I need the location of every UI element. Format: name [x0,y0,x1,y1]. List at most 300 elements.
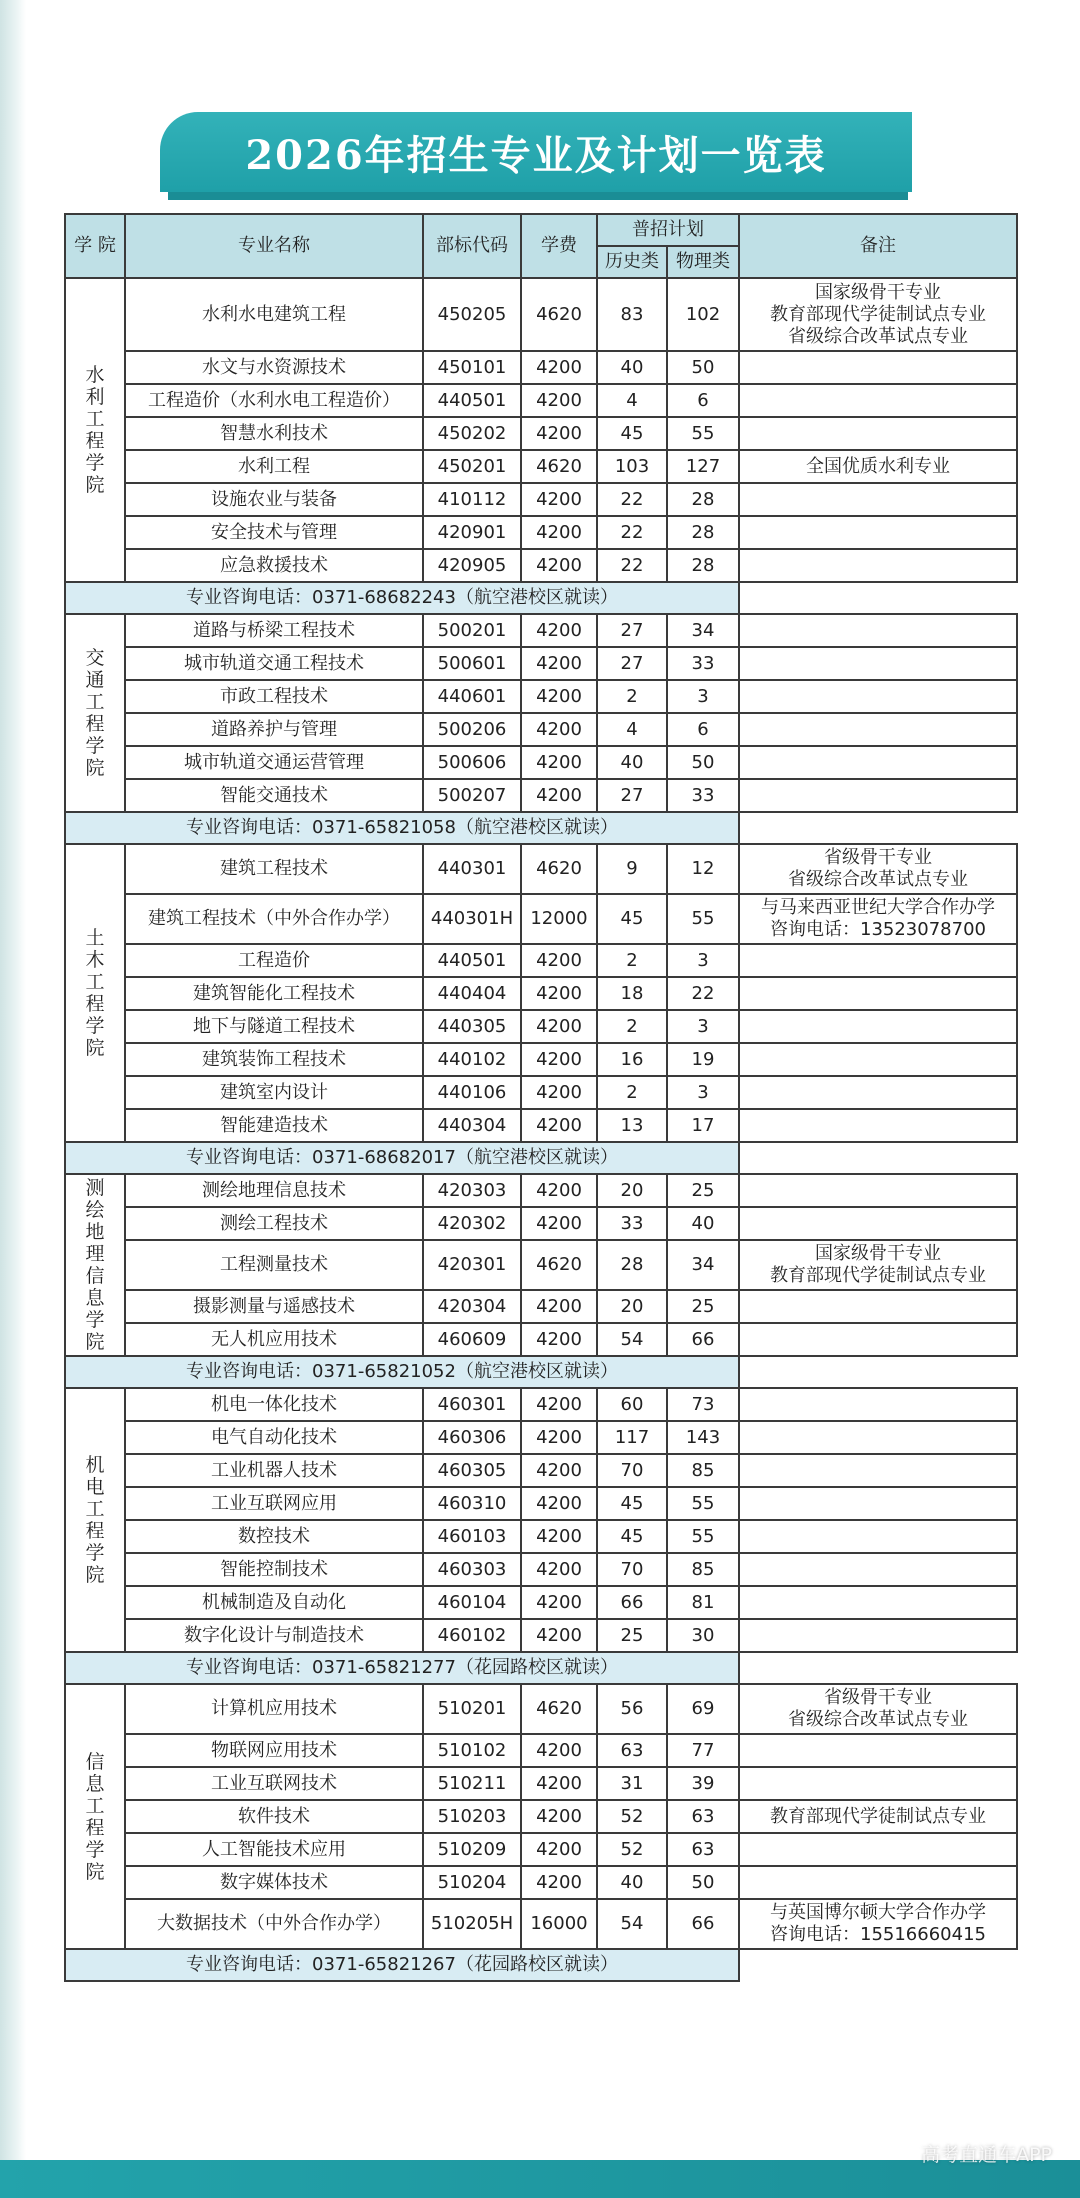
college-name-cell [65,1684,125,1949]
table-row [65,647,1017,680]
remark-line: 国家级骨干专业 [815,1243,941,1264]
tuition-fee-cell: 4200 [521,680,597,713]
tuition-fee-cell: 4200 [521,1421,597,1454]
remark-cell [739,516,1017,549]
tuition-fee-cell: 4200 [521,1800,597,1833]
major-name-cell: 地下与隧道工程技术 [125,1010,423,1043]
physics-plan-cell: 63 [667,1833,739,1866]
table-row [65,1043,1017,1076]
table-row [65,1520,1017,1553]
remark-cell [739,977,1017,1010]
major-code-cell: 500206 [423,713,521,746]
history-plan-cell: 2 [597,944,667,977]
major-code-cell: 440106 [423,1076,521,1109]
history-plan-cell: 20 [597,1174,667,1207]
college-name: 交通工程学院 [85,647,105,779]
history-plan-cell: 27 [597,614,667,647]
history-plan-cell: 25 [597,1619,667,1652]
remark-cell [739,351,1017,384]
college-name: 信息工程学院 [85,1750,105,1883]
history-plan-cell: 31 [597,1767,667,1800]
major-code-cell: 440501 [423,944,521,977]
major-code-cell: 440404 [423,977,521,1010]
major-name-cell: 工程造价（水利水电工程造价） [125,384,423,417]
major-name-cell: 安全技术与管理 [125,516,423,549]
major-code-cell: 500207 [423,779,521,812]
major-name-cell: 水利工程 [125,450,423,483]
remark-cell [739,1010,1017,1043]
tuition-fee-cell: 4200 [521,1767,597,1800]
remark-cell [739,1388,1017,1421]
physics-plan-cell: 34 [667,1240,739,1290]
tuition-fee-cell: 4200 [521,1043,597,1076]
history-plan-cell: 60 [597,1388,667,1421]
physics-plan-cell: 50 [667,1866,739,1899]
remark-cell [739,1767,1017,1800]
physics-plan-cell: 3 [667,944,739,977]
major-name-cell: 建筑室内设计 [125,1076,423,1109]
remark-cell [739,1684,1017,1734]
physics-plan-cell: 69 [667,1684,739,1734]
major-code-cell: 440305 [423,1010,521,1043]
history-plan-cell: 70 [597,1553,667,1586]
remark-line: 省级综合改革试点专业 [788,1709,968,1730]
remark-cell [739,647,1017,680]
contact-phone: 专业咨询电话：0371-65821267（花园路校区就读） [65,1949,739,1981]
college-name: 水利工程学院 [85,364,105,496]
remark-line: 教育部现代学徒制试点专业 [770,303,986,325]
history-plan-cell: 2 [597,680,667,713]
major-code-cell: 460301 [423,1388,521,1421]
major-code-cell: 500606 [423,746,521,779]
major-code-cell: 460310 [423,1487,521,1520]
history-plan-cell: 52 [597,1800,667,1833]
page-title: 2026年招生专业及计划一览表 [245,131,827,179]
college-name-cell [65,844,125,1142]
physics-plan-cell: 25 [667,1174,739,1207]
remark-line: 与英国博尔顿大学合作办学 [770,1902,986,1923]
table-row [65,417,1017,450]
physics-plan-cell: 85 [667,1454,739,1487]
major-name-cell: 电气自动化技术 [125,1421,423,1454]
tuition-fee-cell: 4620 [521,1240,597,1290]
remark-cell [739,680,1017,713]
major-name-cell: 建筑工程技术 [125,844,423,894]
contact-phone: 专业咨询电话：0371-68682243（航空港校区就读） [65,582,739,614]
history-plan-cell: 9 [597,844,667,894]
history-plan-cell: 18 [597,977,667,1010]
tuition-fee-cell: 4200 [521,483,597,516]
tuition-fee-cell: 12000 [521,894,597,944]
history-plan-cell: 45 [597,417,667,450]
physics-plan-cell: 40 [667,1207,739,1240]
table-row [65,1010,1017,1043]
left-decorative-stripe [0,0,26,2160]
history-plan-cell: 45 [597,894,667,944]
table-row [65,713,1017,746]
major-name-cell: 水文与水资源技术 [125,351,423,384]
history-plan-cell: 16 [597,1043,667,1076]
remark-cell [739,417,1017,450]
remark-cell [739,1487,1017,1520]
table-row [65,1207,1017,1240]
contact-row [65,1356,1017,1388]
major-name-cell: 工程造价 [125,944,423,977]
remark-cell [739,1899,1017,1949]
history-plan-cell: 83 [597,278,667,351]
tuition-fee-cell: 4620 [521,450,597,483]
physics-plan-cell: 17 [667,1109,739,1142]
tuition-fee-cell: 4200 [521,1866,597,1899]
major-code-cell: 440304 [423,1109,521,1142]
tuition-fee-cell: 4200 [521,1487,597,1520]
major-code-cell: 420304 [423,1290,521,1323]
table-row [65,1290,1017,1323]
major-code-cell: 500201 [423,614,521,647]
remark-cell [739,1043,1017,1076]
major-code-cell: 510203 [423,1800,521,1833]
major-name-cell: 无人机应用技术 [125,1323,423,1356]
major-code-cell: 420901 [423,516,521,549]
history-plan-cell: 13 [597,1109,667,1142]
tuition-fee-cell: 4620 [521,844,597,894]
physics-plan-cell: 3 [667,680,739,713]
college-name: 测绘地理信息学院 [85,1177,105,1353]
tuition-fee-cell: 4200 [521,1207,597,1240]
table-row [65,844,1017,894]
table-row [65,1619,1017,1652]
history-plan-cell: 54 [597,1323,667,1356]
table-row [65,746,1017,779]
major-code-cell: 510204 [423,1866,521,1899]
bottom-decorative-bar [0,2160,1080,2198]
table-row [65,1454,1017,1487]
table-row [65,1899,1017,1949]
major-name-cell: 计算机应用技术 [125,1684,423,1734]
remark-cell [739,779,1017,812]
tuition-fee-cell: 4200 [521,746,597,779]
header-plan: 普招计划 [597,214,739,246]
remark-line: 省级骨干专业 [824,1687,932,1708]
history-plan-cell: 54 [597,1899,667,1949]
major-name-cell: 数字媒体技术 [125,1866,423,1899]
header-major: 专业名称 [125,214,423,278]
major-name-cell: 应急救援技术 [125,549,423,582]
remark-cell [739,1866,1017,1899]
history-plan-cell: 40 [597,746,667,779]
header-college: 学 院 [65,214,125,278]
table-row [65,1174,1017,1207]
major-name-cell: 智慧水利技术 [125,417,423,450]
table-row [65,351,1017,384]
major-code-cell: 460102 [423,1619,521,1652]
college-name: 土木工程学院 [85,927,105,1059]
remark-line: 省级综合改革试点专业 [788,869,968,890]
table-row [65,1487,1017,1520]
physics-plan-cell: 25 [667,1290,739,1323]
college-name-cell [65,1174,125,1356]
remark-cell [739,1833,1017,1866]
physics-plan-cell: 3 [667,1010,739,1043]
major-code-cell: 450205 [423,278,521,351]
table-row [65,944,1017,977]
major-code-cell: 460104 [423,1586,521,1619]
major-name-cell: 智能控制技术 [125,1553,423,1586]
contact-row [65,1652,1017,1684]
major-code-cell: 420302 [423,1207,521,1240]
remark-cell [739,549,1017,582]
table-header [65,214,1017,278]
physics-plan-cell: 19 [667,1043,739,1076]
remark-line: 省级综合改革试点专业 [788,325,968,347]
history-plan-cell: 33 [597,1207,667,1240]
history-plan-cell: 117 [597,1421,667,1454]
tuition-fee-cell: 4200 [521,1323,597,1356]
tuition-fee-cell: 4200 [521,944,597,977]
remark-cell [739,1076,1017,1109]
remark-cell [739,1800,1017,1833]
table-row [65,450,1017,483]
tuition-fee-cell: 4200 [521,1586,597,1619]
major-code-cell: 440301 [423,844,521,894]
major-code-cell: 460609 [423,1323,521,1356]
remark-cell [739,844,1017,894]
major-name-cell: 工业互联网技术 [125,1767,423,1800]
watermark: 高考直通车APP [921,2144,1052,2166]
major-name-cell: 水利水电建筑工程 [125,278,423,351]
physics-plan-cell: 66 [667,1899,739,1949]
history-plan-cell: 40 [597,1866,667,1899]
major-name-cell: 智能交通技术 [125,779,423,812]
remark-cell [739,450,1017,483]
remark-cell [739,1421,1017,1454]
major-code-cell: 440301H [423,894,521,944]
table-row [65,1767,1017,1800]
remark-cell [739,278,1017,351]
history-plan-cell: 27 [597,779,667,812]
history-plan-cell: 22 [597,483,667,516]
history-plan-cell: 4 [597,384,667,417]
physics-plan-cell: 6 [667,713,739,746]
major-code-cell: 510102 [423,1734,521,1767]
tuition-fee-cell: 4200 [521,417,597,450]
table-row [65,549,1017,582]
remark-cell [739,1240,1017,1290]
table-row [65,1866,1017,1899]
table-row [65,614,1017,647]
physics-plan-cell: 28 [667,516,739,549]
college-name-cell [65,1388,125,1652]
major-code-cell: 510201 [423,1684,521,1734]
major-code-cell: 460303 [423,1553,521,1586]
major-name-cell: 数字化设计与制造技术 [125,1619,423,1652]
header-remark: 备注 [739,214,1017,278]
remark-cell [739,894,1017,944]
history-plan-cell: 4 [597,713,667,746]
header-fee: 学费 [521,214,597,278]
remark-cell [739,483,1017,516]
remark-cell [739,614,1017,647]
physics-plan-cell: 55 [667,1487,739,1520]
remark-cell [739,1734,1017,1767]
remark-cell [739,1553,1017,1586]
tuition-fee-cell: 4200 [521,713,597,746]
major-name-cell: 大数据技术（中外合作办学） [125,1899,423,1949]
remark-cell [739,1290,1017,1323]
contact-phone: 专业咨询电话：0371-68682017（航空港校区就读） [65,1142,739,1174]
contact-phone: 专业咨询电话：0371-65821277（花园路校区就读） [65,1652,739,1684]
table-row [65,483,1017,516]
header-history: 历史类 [597,246,667,278]
college-name: 机电工程学院 [85,1454,105,1586]
physics-plan-cell: 66 [667,1323,739,1356]
physics-plan-cell: 39 [667,1767,739,1800]
tuition-fee-cell: 4200 [521,384,597,417]
history-plan-cell: 103 [597,450,667,483]
physics-plan-cell: 77 [667,1734,739,1767]
table-row [65,516,1017,549]
physics-plan-cell: 50 [667,351,739,384]
major-code-cell: 450202 [423,417,521,450]
history-plan-cell: 52 [597,1833,667,1866]
history-plan-cell: 70 [597,1454,667,1487]
tuition-fee-cell: 4620 [521,278,597,351]
major-name-cell: 智能建造技术 [125,1109,423,1142]
physics-plan-cell: 34 [667,614,739,647]
major-code-cell: 450101 [423,351,521,384]
history-plan-cell: 27 [597,647,667,680]
major-code-cell: 420905 [423,549,521,582]
major-name-cell: 软件技术 [125,1800,423,1833]
tuition-fee-cell: 4200 [521,1553,597,1586]
tuition-fee-cell: 4200 [521,1174,597,1207]
remark-line: 教育部现代学徒制试点专业 [770,1805,986,1827]
history-plan-cell: 56 [597,1684,667,1734]
remark-cell [739,1619,1017,1652]
major-code-cell: 500601 [423,647,521,680]
physics-plan-cell: 81 [667,1586,739,1619]
major-code-cell: 440102 [423,1043,521,1076]
physics-plan-cell: 85 [667,1553,739,1586]
remark-cell [739,746,1017,779]
major-code-cell: 420301 [423,1240,521,1290]
major-name-cell: 工业机器人技术 [125,1454,423,1487]
college-name-cell [65,614,125,812]
tuition-fee-cell: 4200 [521,647,597,680]
physics-plan-cell: 22 [667,977,739,1010]
history-plan-cell: 2 [597,1010,667,1043]
header-code: 部标代码 [423,214,521,278]
physics-plan-cell: 12 [667,844,739,894]
physics-plan-cell: 33 [667,647,739,680]
table-row [65,977,1017,1010]
history-plan-cell: 45 [597,1487,667,1520]
physics-plan-cell: 55 [667,894,739,944]
major-name-cell: 摄影测量与遥感技术 [125,1290,423,1323]
remark-cell [739,1520,1017,1553]
physics-plan-cell: 73 [667,1388,739,1421]
history-plan-cell: 66 [597,1586,667,1619]
physics-plan-cell: 102 [667,278,739,351]
major-name-cell: 数控技术 [125,1520,423,1553]
contact-phone: 专业咨询电话：0371-65821052（航空港校区就读） [65,1356,739,1388]
remark-line: 教育部现代学徒制试点专业 [770,1265,986,1286]
major-code-cell: 410112 [423,483,521,516]
major-code-cell: 460103 [423,1520,521,1553]
table-row [65,1553,1017,1586]
major-name-cell: 市政工程技术 [125,680,423,713]
table-row [65,680,1017,713]
major-name-cell: 建筑装饰工程技术 [125,1043,423,1076]
major-name-cell: 物联网应用技术 [125,1734,423,1767]
physics-plan-cell: 50 [667,746,739,779]
remark-cell [739,713,1017,746]
physics-plan-cell: 127 [667,450,739,483]
tuition-fee-cell: 4200 [521,549,597,582]
history-plan-cell: 45 [597,1520,667,1553]
tuition-fee-cell: 4200 [521,1619,597,1652]
remark-cell [739,384,1017,417]
tuition-fee-cell: 4200 [521,779,597,812]
major-code-cell: 510205H [423,1899,521,1949]
physics-plan-cell: 28 [667,549,739,582]
physics-plan-cell: 6 [667,384,739,417]
remark-cell [739,1454,1017,1487]
remark-line: 国家级骨干专业 [815,281,941,303]
major-name-cell: 道路养护与管理 [125,713,423,746]
major-name-cell: 建筑工程技术（中外合作办学） [125,894,423,944]
physics-plan-cell: 33 [667,779,739,812]
tuition-fee-cell: 4200 [521,1734,597,1767]
major-name-cell: 人工智能技术应用 [125,1833,423,1866]
table-row [65,1323,1017,1356]
remark-cell [739,1207,1017,1240]
tuition-fee-cell: 4200 [521,1388,597,1421]
contact-row [65,582,1017,614]
major-name-cell: 机电一体化技术 [125,1388,423,1421]
college-name-cell [65,278,125,582]
history-plan-cell: 22 [597,516,667,549]
tuition-fee-cell: 16000 [521,1899,597,1949]
table-row [65,1800,1017,1833]
major-code-cell: 510211 [423,1767,521,1800]
major-name-cell: 道路与桥梁工程技术 [125,614,423,647]
physics-plan-cell: 30 [667,1619,739,1652]
remark-line: 与马来西亚世纪大学合作办学 [761,897,995,918]
physics-plan-cell: 143 [667,1421,739,1454]
physics-plan-cell: 3 [667,1076,739,1109]
contact-row [65,1142,1017,1174]
history-plan-cell: 28 [597,1240,667,1290]
enrollment-plan-table [64,213,1018,1982]
contact-row [65,1949,1017,1981]
major-code-cell: 450201 [423,450,521,483]
tuition-fee-cell: 4200 [521,614,597,647]
table-row [65,1684,1017,1734]
remark-line: 省级骨干专业 [824,847,932,868]
table-row [65,1734,1017,1767]
major-name-cell: 测绘工程技术 [125,1207,423,1240]
table-row [65,1240,1017,1290]
major-code-cell: 440501 [423,384,521,417]
tuition-fee-cell: 4200 [521,1109,597,1142]
tuition-fee-cell: 4200 [521,1520,597,1553]
physics-plan-cell: 55 [667,1520,739,1553]
physics-plan-cell: 63 [667,1800,739,1833]
major-name-cell: 测绘地理信息技术 [125,1174,423,1207]
tuition-fee-cell: 4200 [521,1454,597,1487]
physics-plan-cell: 28 [667,483,739,516]
